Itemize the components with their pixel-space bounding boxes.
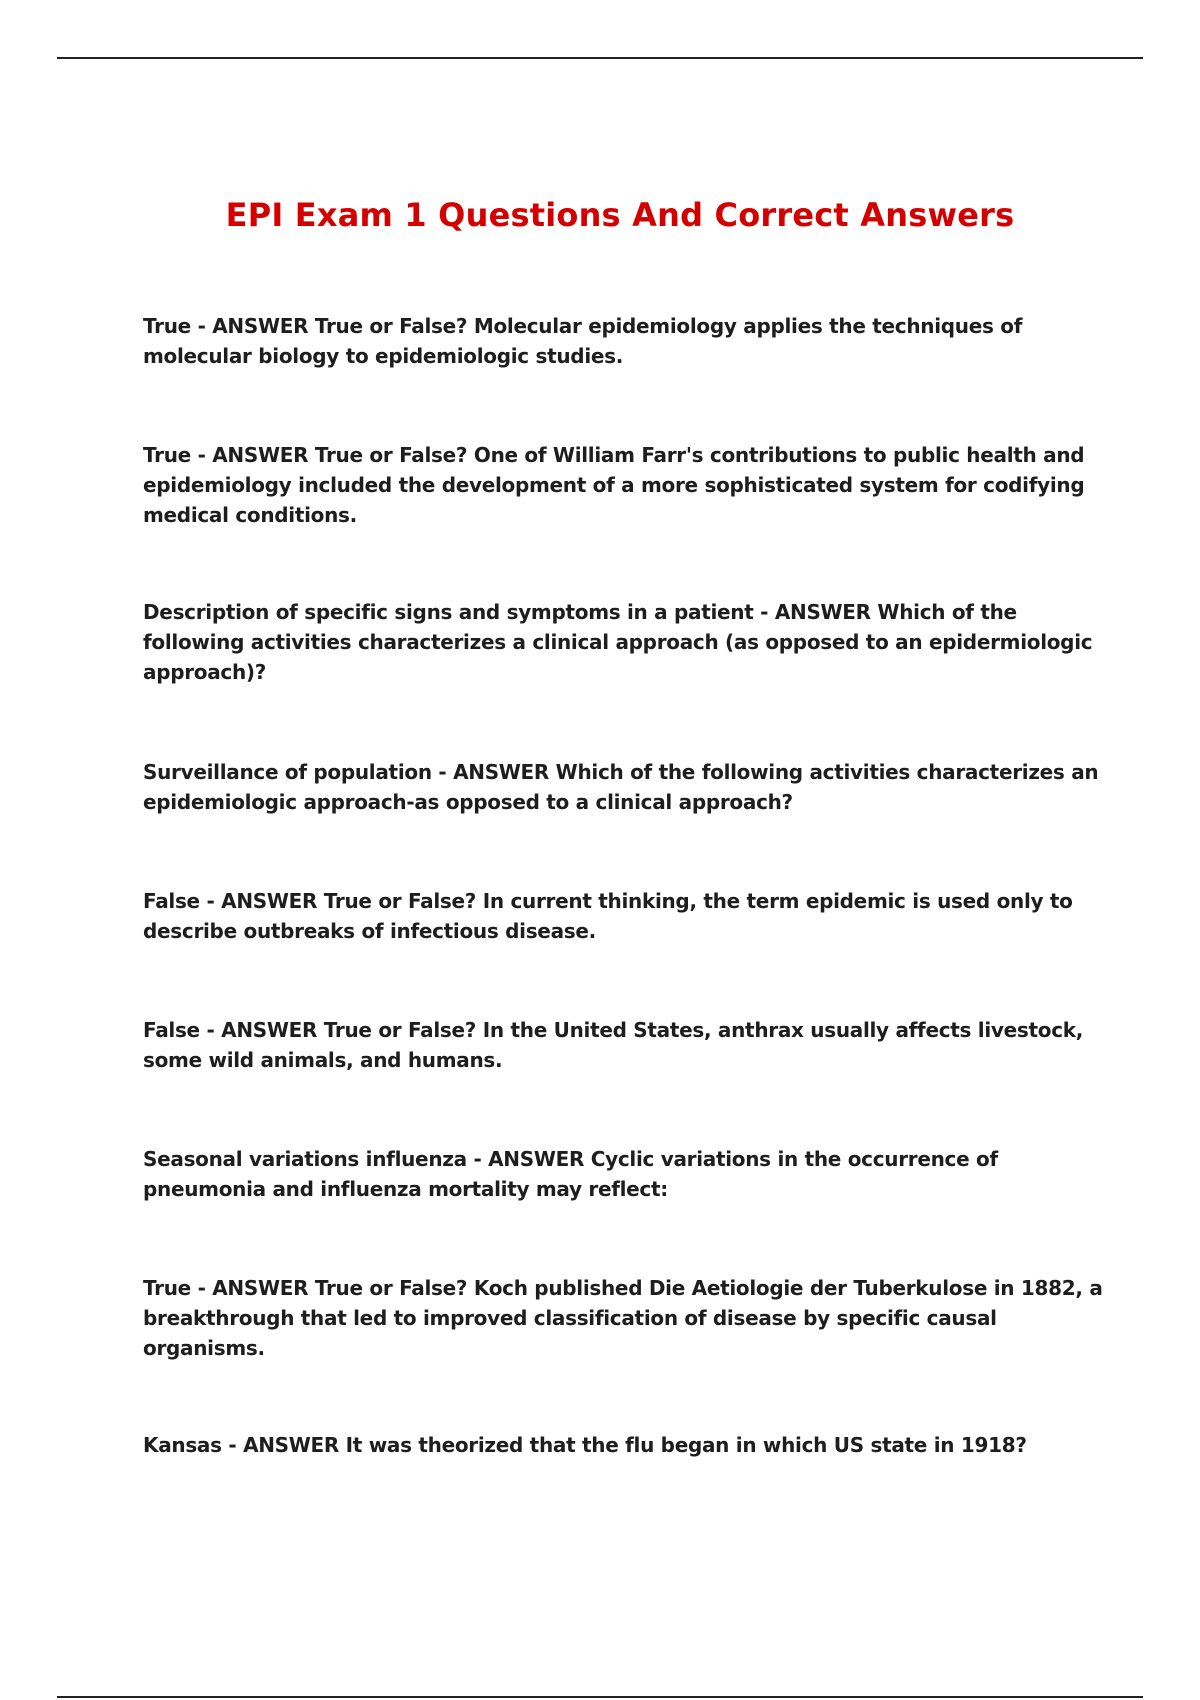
document-title: EPI Exam 1 Questions And Correct Answers	[225, 196, 1015, 234]
bottom-divider	[57, 1696, 1143, 1698]
qa-item: True - ANSWER True or False? One of William Farr's contributions to public health and epidemiology included the development of a more sophisticated system for codifying medical conditions.	[143, 443, 1085, 527]
qa-item: True - ANSWER True or False? Koch published Die Aetiologie der Tuberkulose in 1882, a breakthrough that led to improved classification of disease by specific causal organisms.	[143, 1276, 1103, 1360]
qa-item: Kansas - ANSWER It was theorized that the flu began in which US state in 1918?	[143, 1433, 1027, 1457]
top-divider	[57, 57, 1143, 59]
qa-item: Description of specific signs and symptoms in a patient - ANSWER Which of the following activities characterizes a clinical approach (as opposed to an epidermiologic approach)?	[143, 600, 1093, 684]
qa-item: False - ANSWER True or False? In current thinking, the term epidemic is used only to describe outbreaks of infectious disease.	[143, 889, 1073, 943]
qa-item: Surveillance of population - ANSWER Which of the following activities characterizes an epidemiologic approach-as opposed to a clinical approach?	[143, 760, 1099, 814]
qa-item: False - ANSWER True or False? In the United States, anthrax usually affects livestock, some wild animals, and humans.	[143, 1018, 1084, 1072]
qa-item: True - ANSWER True or False? Molecular epidemiology applies the techniques of molecular biology to epidemiologic studies.	[143, 314, 1023, 368]
qa-item: Seasonal variations influenza - ANSWER Cyclic variations in the occurrence of pneumonia and influenza mortality may reflect:	[143, 1147, 998, 1201]
